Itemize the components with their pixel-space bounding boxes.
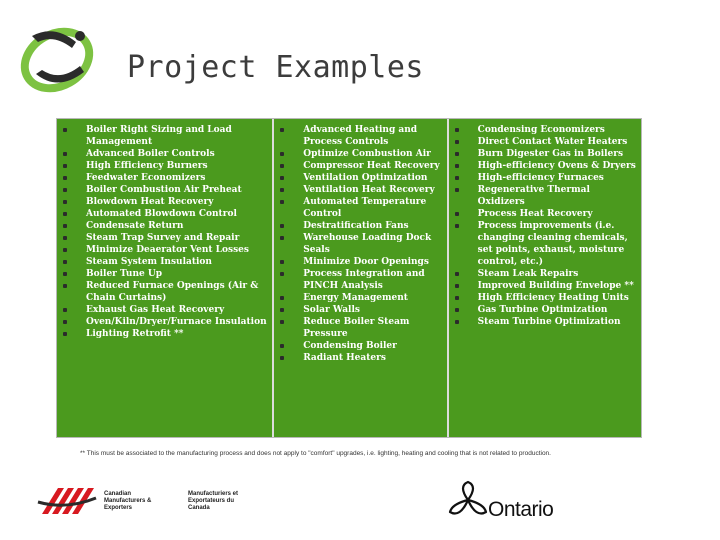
list-item: Reduced Furnace Openings (Air & Chain Curtains) [69,280,268,304]
examples-column-2 [272,119,446,437]
trillium-icon [446,480,490,520]
examples-list-2 [286,124,442,364]
list-item: Steam Turbine Optimization [461,316,637,328]
list-item: Oven/Kiln/Dryer/Furnace Insulation [69,316,268,328]
list-item: High Efficiency Burners [69,160,268,172]
list-item: Energy Management [286,292,442,304]
ontario-wordmark: Ontario [488,498,554,521]
list-item: Solar Walls [286,304,442,316]
list-item: Destratification Fans [286,220,442,232]
list-item: High-efficiency Ovens & Dryers [461,160,637,172]
list-item: Burn Digester Gas in Boilers [461,148,637,160]
list-item: Blowdown Heat Recovery [69,196,268,208]
footnote: ** This must be associated to the manufacturing process and does not apply to "comfort" upgrades, i.e. lighting, heating and cooling that is not related to production. [80,450,551,457]
list-item: High-efficiency Furnaces [461,172,637,184]
list-item: Advanced Boiler Controls [69,148,268,160]
list-item: Optimize Combustion Air [286,148,442,160]
list-item: Process improvements (i.e. changing cleaning chemicals, set points, exhaust, moisture control, etc.) [461,220,637,268]
list-item: Warehouse Loading Dock Seals [286,232,442,256]
list-item: Boiler Right Sizing and Load Management [69,124,268,148]
list-item: Condensing Boiler [286,340,442,352]
list-item: Condensate Return [69,220,268,232]
list-item: Regenerative Thermal Oxidizers [461,184,637,208]
list-item: Advanced Heating and Process Controls [286,124,442,148]
project-examples-table [56,118,642,438]
list-item: Lighting Retrofit ** [69,328,268,340]
list-item: Ventilation Heat Recovery [286,184,442,196]
examples-list-1 [69,124,268,340]
cme-french-name: Manufacturiers et Exportateurs du Canada [188,491,239,511]
list-item: Improved Building Envelope ** [461,280,637,292]
list-item: High Efficiency Heating Units [461,292,637,304]
list-item: Steam Trap Survey and Repair [69,232,268,244]
list-item: Condensing Economizers [461,124,637,136]
list-item: Boiler Combustion Air Preheat [69,184,268,196]
examples-column-3 [447,119,641,437]
list-item: Process Heat Recovery [461,208,637,220]
page-title: Project Examples [127,50,424,85]
cme-logo-icon [36,480,276,520]
list-item: Feedwater Economizers [69,172,268,184]
list-item: Direct Contact Water Heaters [461,136,637,148]
list-item: Reduce Boiler Steam Pressure [286,316,442,340]
list-item: Automated Blowdown Control [69,208,268,220]
cme-english-name: Canadian Manufacturers & Exporters [104,491,152,511]
examples-column-1 [57,119,272,437]
list-item: Boiler Tune Up [69,268,268,280]
company-logo-icon [14,14,100,100]
list-item: Minimize Door Openings [286,256,442,268]
examples-list-3 [461,124,637,328]
list-item: Gas Turbine Optimization [461,304,637,316]
list-item: Ventilation Optimization [286,172,442,184]
list-item: Radiant Heaters [286,352,442,364]
list-item: Automated Temperature Control [286,196,442,220]
list-item: Steam System Insulation [69,256,268,268]
list-item: Minimize Deaerator Vent Losses [69,244,268,256]
list-item: Compressor Heat Recovery [286,160,442,172]
list-item: Process Integration and PINCH Analysis [286,268,442,292]
list-item: Steam Leak Repairs [461,268,637,280]
list-item: Exhaust Gas Heat Recovery [69,304,268,316]
